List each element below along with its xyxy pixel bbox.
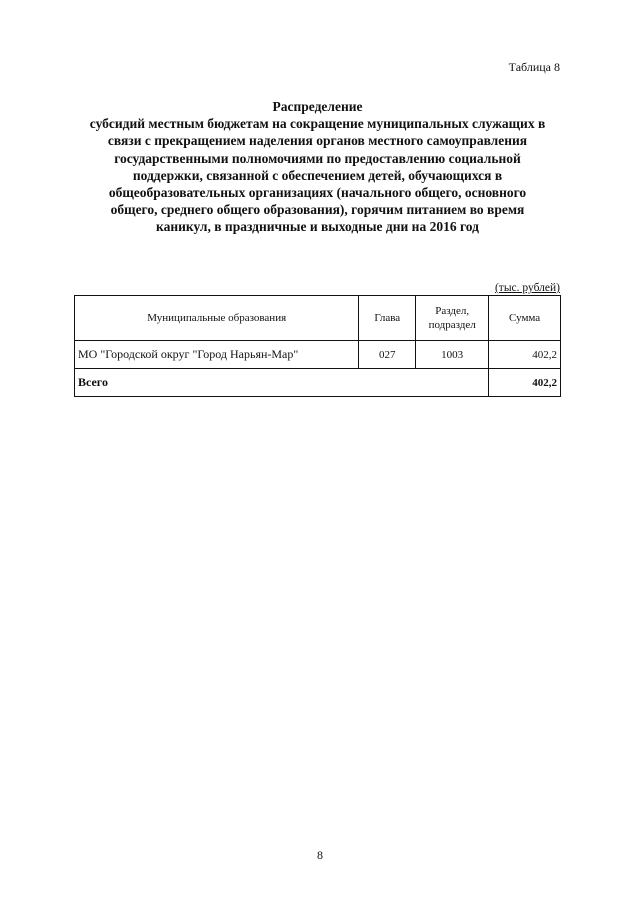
total-sum: 402,2	[489, 369, 561, 397]
total-label: Всего	[75, 369, 489, 397]
table-number: Таблица 8	[508, 60, 560, 74]
table-header-row	[75, 296, 561, 341]
title-line: общеобразовательных организациях (начального общего, основного	[108, 185, 527, 201]
header-municipality: Муниципальные образования	[75, 296, 359, 341]
header-glava: Глава	[359, 296, 416, 341]
subsidy-table	[74, 295, 561, 397]
header-sum: Сумма	[489, 296, 561, 341]
page-number: 8	[317, 848, 323, 862]
header-section-line1: Раздел,	[435, 305, 470, 317]
total-row	[75, 369, 561, 397]
header-section	[416, 296, 489, 341]
title-line: связи с прекращением наделения органов местного самоуправления	[107, 133, 528, 149]
cell-section: 1003	[416, 341, 489, 369]
title-line: государственными полномочиями по предоставлению социальной	[114, 150, 521, 166]
title-line: поддержки, связанной с обеспечением детей, обучающихся в	[132, 167, 503, 183]
cell-glava: 027	[359, 341, 416, 369]
document-title	[60, 98, 575, 236]
header-section-line2: подраздел	[428, 319, 476, 331]
title-line: общего, среднего общего образования), горячим питанием во время	[110, 202, 525, 218]
table-row	[75, 341, 561, 369]
title-line: Распределение	[272, 99, 363, 114]
title-line: каникул, в праздничные и выходные дни на 2016 год	[156, 219, 479, 235]
cell-municipality: МО "Городской округ "Город Нарьян-Мар"	[75, 341, 359, 369]
cell-sum: 402,2	[489, 341, 561, 369]
title-line: субсидий местным бюджетам на сокращение муниципальных служащих в	[89, 116, 546, 132]
units-label: (тыс. рублей)	[494, 282, 560, 294]
